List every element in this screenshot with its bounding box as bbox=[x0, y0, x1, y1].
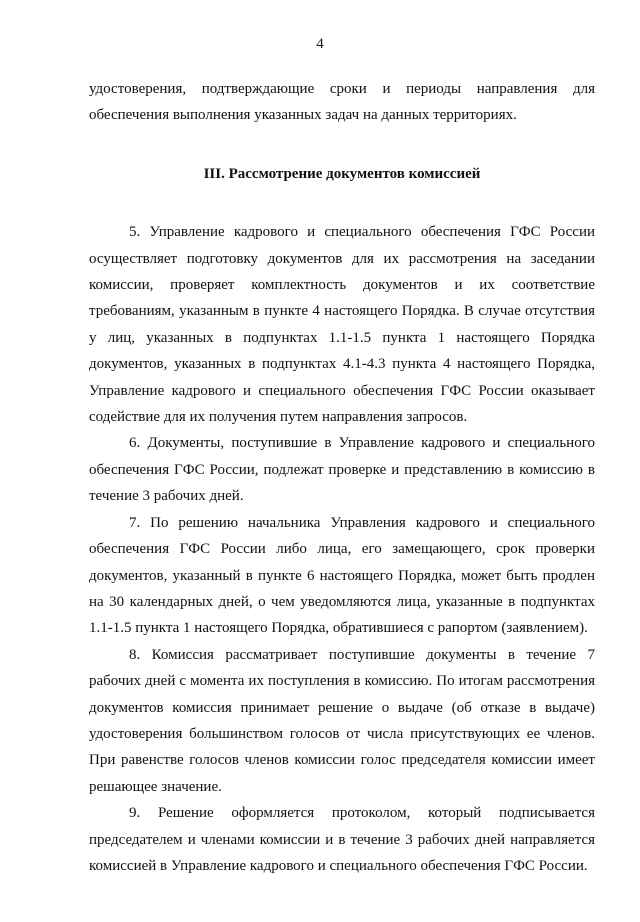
paragraph-5: 5. Управление кадрового и специального обеспечения ГФС России осуществляет подготовку документов для их рассмотрения на заседании комиссии, проверяет комплектность документов и их соответствие требованиям, указанным в пункте 4 настоящего Порядка. В случае отсутствия у лиц, указанных в подпунктах 1.1-1.5 пункта 1 настоящего Порядка документов, указанных в подпунктах 4.1-4.3 пункта 4 настоящего Порядка, Управление кадрового и специального обеспечения ГФС России оказывает содействие для их получения путем направления запросов. bbox=[89, 224, 595, 426]
paragraph-6: 6. Документы, поступившие в Управление кадрового и специального обеспечения ГФС России, подлежат проверке и представлению в комиссию в течение 3 рабочих дней. bbox=[89, 435, 595, 505]
paragraph-8: 8. Комиссия рассматривает поступившие документы в течение 7 рабочих дней с момента их поступления в комиссию. По итогам рассмотрения документов комиссия принимает решение о выдаче (об отказе в выдаче) удостоверения большинством голосов от числа присутствующих ее членов. При равенстве голосов членов комиссии голос председателя комиссии имеет решающее значение. bbox=[89, 646, 595, 795]
section-heading: III. Рассмотрение документов комиссией bbox=[203, 165, 481, 182]
intro-paragraph: удостоверения, подтверждающие сроки и периоды направления для обеспечения выполнения указанных задач на данных территориях. bbox=[89, 81, 595, 124]
paragraph-9: 9. Решение оформляется протоколом, который подписывается председателем и членами комиссии и в течение 3 рабочих дней направляется комиссией в Управление кадрового и специального обеспечения ГФС России. bbox=[89, 805, 595, 874]
paragraph-7: 7. По решению начальника Управления кадрового и специального обеспечения ГФС России либо лица, его замещающего, срок проверки документов, указанный в пункте 6 настоящего Порядка, может быть продлен на 30 календарных дней, о чем уведомляются лица, указанные в подпунктах 1.1-1.5 пункта 1 настоящего Порядка, обратившиеся с рапортом (заявлением). bbox=[89, 514, 595, 637]
page-number: 4 bbox=[316, 36, 324, 52]
document-body bbox=[89, 76, 595, 879]
